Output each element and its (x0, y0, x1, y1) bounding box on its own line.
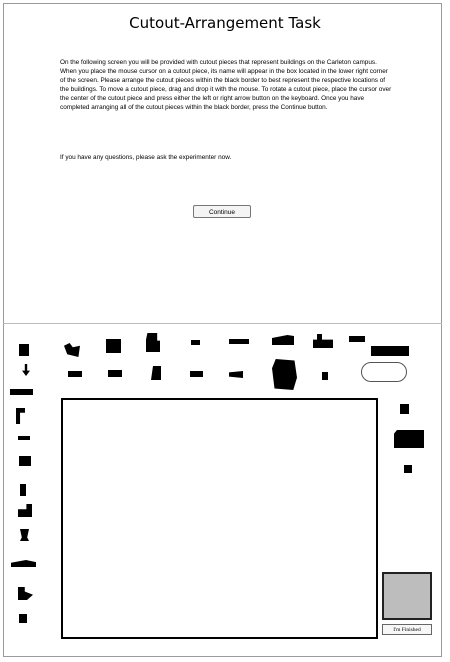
cutout-piece[interactable] (108, 370, 122, 377)
cutout-piece[interactable] (322, 372, 328, 380)
arrangement-board[interactable] (61, 398, 378, 639)
finish-button[interactable]: I'm Finished (382, 624, 432, 635)
cutout-piece[interactable] (19, 614, 27, 623)
cutout-piece[interactable] (68, 371, 82, 377)
cutout-piece[interactable] (106, 339, 121, 353)
cutout-piece[interactable] (400, 404, 409, 414)
cutout-piece[interactable] (371, 346, 409, 356)
cutout-piece[interactable] (20, 484, 26, 496)
cutout-piece[interactable] (361, 362, 407, 382)
cutout-piece[interactable] (19, 344, 29, 356)
cutout-piece[interactable] (394, 430, 424, 448)
instructions-paragraph: On the following screen you will be provided with cutout pieces that represent buildings on the Carleton campus. When you place the mouse cursor on a cutout piece, its name will appear in the box located in the lower right corner of the screen. Please arrange the cutout pieces within the black border to best represent the respective locations of the buildings. To move a cutout piece, drag and drop it with the mouse. To rotate a cutout piece, place the cursor over the center of the cutout piece and press either the left or right arrow button on the keyboard. Once you have completed arranging all of the cutout pieces within the black border, press the Continue button. (60, 59, 392, 111)
cutout-piece[interactable] (191, 340, 200, 345)
instructions-question-note: If you have any questions, please ask the experimenter now. (60, 154, 232, 161)
cutout-piece[interactable] (20, 529, 29, 541)
cutout-piece[interactable] (349, 336, 365, 342)
cutout-piece[interactable] (10, 389, 33, 395)
continue-button[interactable]: Continue (193, 205, 251, 218)
cutout-piece[interactable] (19, 456, 31, 466)
cutout-piece[interactable] (272, 359, 297, 390)
screen-divider (3, 323, 442, 324)
cutout-piece[interactable] (190, 371, 203, 377)
cutout-piece[interactable] (18, 436, 30, 440)
cutout-piece[interactable] (229, 339, 249, 344)
building-name-box (382, 572, 432, 620)
cutout-piece[interactable] (404, 465, 412, 473)
page-title: Cutout-Arrangement Task (129, 14, 321, 32)
